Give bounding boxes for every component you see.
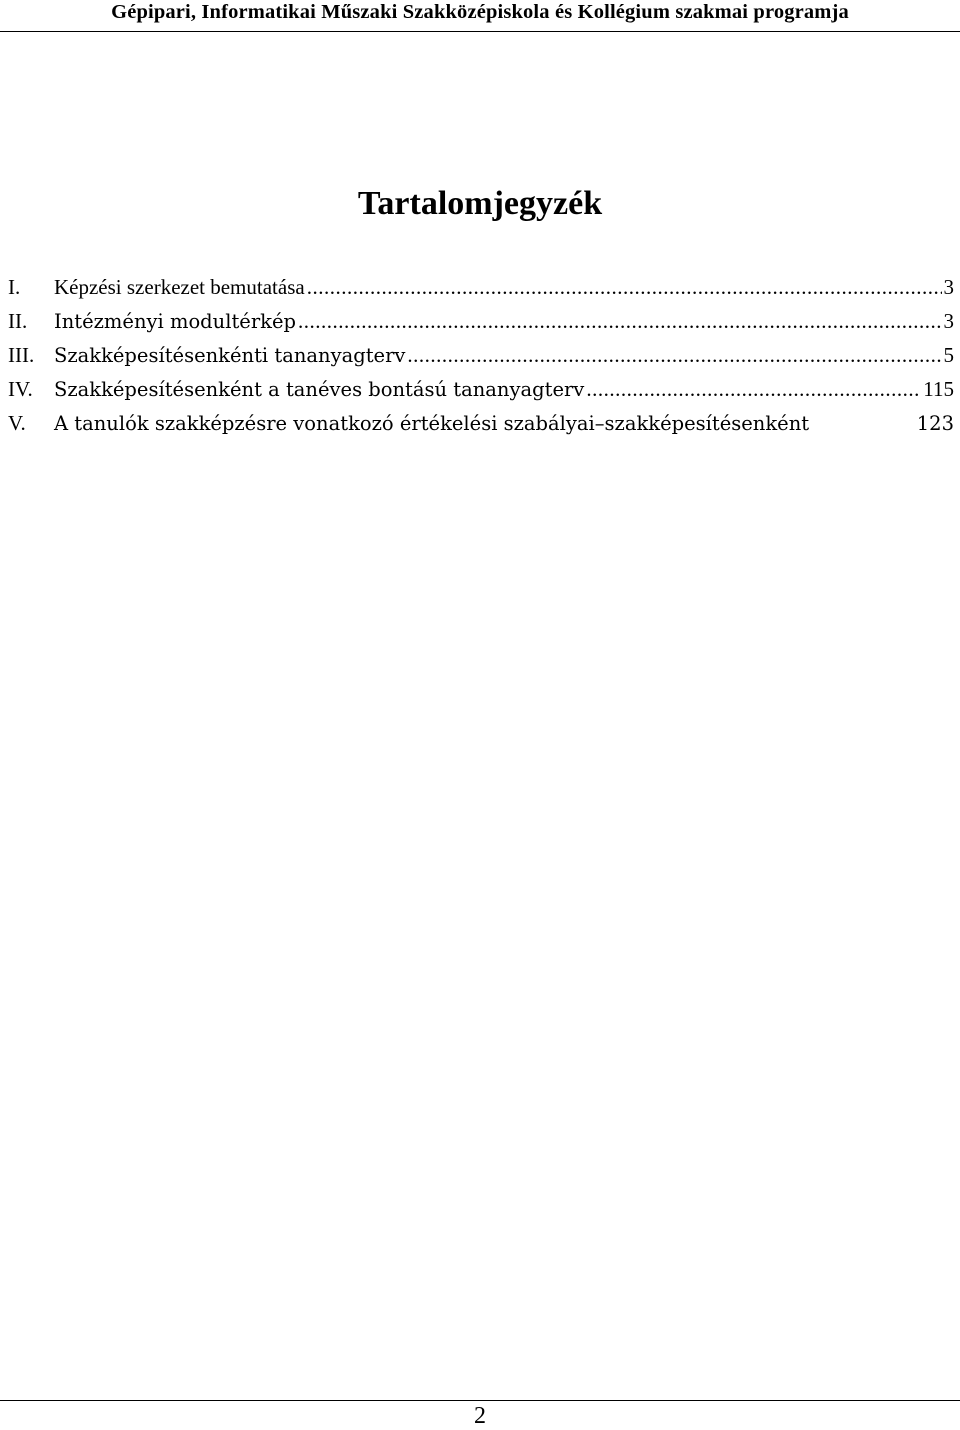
toc-entry-number: II. xyxy=(8,309,28,333)
toc-entry-text: Képzési szerkezet bemutatása xyxy=(54,275,305,299)
toc-leader-dots xyxy=(307,275,942,300)
toc-entry-4[interactable] xyxy=(8,377,954,411)
toc-entry-page: 3 xyxy=(943,275,954,299)
toc-entry-page: 123 xyxy=(916,412,954,435)
toc-entry-text: Intézményi modultérkép xyxy=(54,310,296,333)
toc-entry-page: 115 xyxy=(923,377,954,401)
toc-entry-text: A tanulók szakképzésre vonatkozó értékelési szabályai–szakképesítésenként xyxy=(54,412,810,435)
toc-entry-5[interactable] xyxy=(8,411,954,445)
toc-entry-page: 3 xyxy=(943,309,954,333)
toc-entry-text: Szakképesítésenként a tanéves bontású tananyagterv xyxy=(54,378,585,401)
toc-leader-dots xyxy=(298,309,942,334)
toc-leader-dots xyxy=(586,377,921,402)
page-header xyxy=(0,0,960,32)
page-number: 2 xyxy=(474,1403,486,1429)
toc-entry-number: III. xyxy=(8,343,35,367)
toc-entry-1[interactable] xyxy=(8,275,954,309)
toc-entry-number: IV. xyxy=(8,377,33,401)
toc-entry-text: Szakképesítésenkénti tananyagterv xyxy=(54,344,406,367)
toc-entry-number: I. xyxy=(8,275,21,299)
toc-entry-3[interactable] xyxy=(8,343,954,377)
header-title: Gépipari, Informatikai Műszaki Szakközépiskola és Kollégium szakmai programja xyxy=(111,1,849,23)
toc-title: Tartalomjegyzék xyxy=(357,185,603,222)
toc-entry-number: V. xyxy=(8,411,26,435)
toc-entry-page: 5 xyxy=(943,343,954,367)
footer-rule xyxy=(0,1400,960,1401)
toc-leader-dots xyxy=(407,343,941,368)
table-of-contents xyxy=(8,275,954,445)
toc-entry-2[interactable] xyxy=(8,309,954,343)
